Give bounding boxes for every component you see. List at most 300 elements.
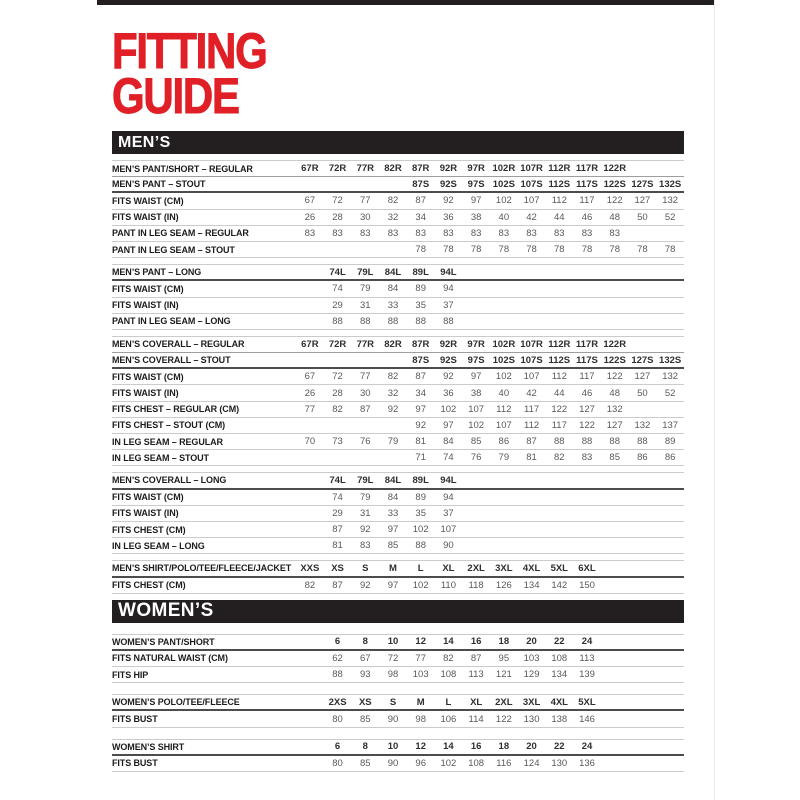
size-value-cell: 83 [470, 227, 482, 239]
size-value-cell: 29 [332, 299, 343, 311]
size-value-cell: 35 [415, 299, 426, 311]
size-value-cell: 84 [387, 491, 399, 503]
size-value-cell: 117 [579, 371, 595, 383]
size-value-cell: 97 [387, 579, 399, 591]
size-value-cell: 97 [443, 419, 454, 431]
size-header-cell: 97S [467, 178, 485, 190]
size-value-cell: 32 [387, 211, 399, 223]
size-value-cell: 36 [443, 211, 454, 223]
size-value-cell: 76 [470, 452, 482, 464]
row-label: FITS WAIST (CM) [112, 371, 184, 382]
size-header-cell: 74L [329, 474, 346, 486]
size-value-cell: 117 [551, 419, 567, 431]
size-header-cell: 2XS [328, 696, 347, 708]
table-row [112, 193, 684, 209]
row-label: FITS BUST [112, 714, 158, 725]
size-header-cell: 117S [576, 178, 598, 190]
size-value-cell: 87 [332, 579, 343, 591]
size-value-cell: 52 [664, 211, 676, 223]
size-value-cell: 98 [387, 669, 399, 681]
size-header-cell: M [416, 696, 425, 708]
size-value-cell: 127 [634, 195, 651, 207]
size-value-cell: 112 [551, 195, 567, 207]
size-header-cell: 107R [520, 163, 543, 175]
table-header-row [112, 337, 684, 353]
size-header-cell: 10 [387, 636, 399, 648]
size-value-cell: 83 [581, 227, 593, 239]
size-value-cell: 127 [579, 403, 595, 415]
size-header-cell: 24 [581, 636, 593, 648]
size-value-cell: 117 [579, 195, 595, 207]
size-value-cell: 76 [359, 436, 371, 448]
size-value-cell: 74 [332, 283, 343, 295]
size-value-cell: 78 [553, 244, 565, 256]
size-value-cell: 88 [637, 436, 648, 448]
size-value-cell: 88 [359, 315, 371, 327]
size-value-cell: 108 [468, 757, 485, 769]
size-header-cell: S [389, 696, 397, 708]
size-value-cell: 31 [359, 299, 371, 311]
row-label: FITS CHEST – STOUT (CM) [112, 420, 226, 431]
size-header-cell: 112R [548, 163, 571, 175]
size-header-cell: S [362, 562, 369, 574]
table-header-row [112, 561, 684, 577]
size-header-cell: 72R [328, 338, 347, 350]
size-header-cell: 82R [384, 338, 402, 350]
size-value-cell: 90 [387, 757, 399, 769]
size-header-cell: 2XL [495, 696, 513, 708]
size-table [112, 634, 684, 684]
size-value-cell: 78 [470, 244, 482, 256]
size-value-cell: 30 [359, 211, 371, 223]
size-header-cell: 18 [498, 741, 510, 753]
size-value-cell: 93 [359, 669, 371, 681]
row-label: FITS NATURAL WAIST (CM) [112, 653, 228, 664]
row-label: MEN’S COVERALL – STOUT [112, 355, 231, 366]
size-value-cell: 81 [332, 540, 343, 552]
size-header-cell: 5XL [550, 562, 568, 574]
size-value-cell: 83 [387, 227, 399, 239]
size-header-cell: 20 [526, 741, 537, 753]
size-value-cell: 88 [609, 436, 620, 448]
size-value-cell: 87 [415, 371, 426, 383]
size-header-cell: 14 [443, 636, 454, 648]
row-label: FITS WAIST (IN) [112, 388, 179, 399]
table-row [112, 450, 684, 466]
size-value-cell: 84 [387, 283, 399, 295]
size-header-cell: 92S [439, 354, 457, 366]
size-value-cell: 77 [415, 652, 426, 664]
size-header-cell: 79L [357, 474, 374, 486]
size-value-cell: 50 [637, 387, 648, 399]
size-header-cell: 117R [575, 338, 599, 350]
row-label: FITS CHEST (CM) [112, 580, 186, 591]
row-label: PANT IN LEG SEAM – LONG [112, 316, 231, 327]
size-value-cell: 29 [332, 507, 343, 519]
size-value-cell: 28 [332, 211, 343, 223]
size-header-cell: 8 [362, 636, 368, 648]
row-label: FITS WAIST (CM) [112, 492, 184, 503]
row-label: FITS WAIST (CM) [112, 195, 184, 206]
row-label: FITS WAIST (CM) [112, 283, 184, 294]
row-label: FITS HIP [112, 669, 149, 680]
size-value-cell: 110 [440, 579, 456, 591]
size-value-cell: 112 [523, 419, 540, 431]
size-header-cell: 5XL [578, 696, 596, 708]
size-header-cell: 102R [492, 163, 516, 175]
size-value-cell: 114 [468, 713, 484, 725]
size-value-cell: 134 [551, 669, 568, 681]
size-value-cell: 40 [498, 211, 510, 223]
size-value-cell: 107 [523, 195, 540, 207]
table-row [112, 281, 684, 297]
size-value-cell: 108 [440, 669, 457, 681]
size-value-cell: 88 [332, 669, 343, 681]
size-table [112, 264, 684, 330]
size-value-cell: 83 [498, 227, 510, 239]
size-header-cell: 127S [631, 354, 654, 366]
size-value-cell: 78 [526, 244, 537, 256]
size-value-cell: 88 [415, 540, 426, 552]
row-label: WOMEN’S POLO/TEE/FLEECE [112, 697, 240, 708]
size-table [112, 694, 684, 727]
size-header-cell: 16 [470, 741, 482, 753]
size-value-cell: 82 [387, 371, 399, 383]
table-row [112, 226, 684, 242]
size-value-cell: 85 [387, 540, 399, 552]
size-header-cell: 10 [387, 741, 399, 753]
size-header-cell: 72R [328, 163, 347, 175]
size-value-cell: 77 [304, 403, 316, 415]
row-label: FITS WAIST (IN) [112, 300, 179, 311]
size-value-cell: 85 [359, 757, 371, 769]
size-header-cell: 87S [412, 178, 430, 190]
size-value-cell: 83 [359, 540, 371, 552]
size-value-cell: 132 [662, 371, 679, 383]
page-content [97, 23, 714, 772]
table-header-row [112, 177, 684, 193]
size-header-cell: XS [358, 696, 372, 708]
size-header-cell: 77R [356, 338, 374, 350]
size-value-cell: 88 [553, 436, 565, 448]
size-value-cell: 97 [470, 371, 482, 383]
size-value-cell: 87 [332, 524, 343, 536]
size-header-cell: 3XL [522, 696, 541, 708]
size-value-cell: 97 [470, 195, 482, 207]
size-header-cell: 14 [443, 741, 454, 753]
size-header-cell: 89L [412, 266, 429, 278]
size-value-cell: 67 [304, 371, 316, 383]
row-label: FITS BUST [112, 758, 158, 769]
size-value-cell: 78 [664, 244, 676, 256]
size-header-cell: 12 [415, 741, 426, 753]
size-value-cell: 82 [332, 403, 343, 415]
table-header-row [112, 265, 684, 281]
size-value-cell: 117 [523, 403, 540, 415]
size-value-cell: 73 [332, 436, 343, 448]
table-row [112, 538, 684, 554]
size-value-cell: 79 [498, 452, 510, 464]
size-value-cell: 88 [581, 436, 593, 448]
size-value-cell: 97 [415, 403, 426, 415]
size-value-cell: 87 [470, 652, 482, 664]
size-value-cell: 136 [579, 757, 595, 769]
size-header-cell: 92S [439, 178, 457, 190]
size-header-cell: 132S [659, 354, 682, 366]
size-header-cell: XXS [300, 562, 320, 574]
size-header-cell: 82R [384, 163, 402, 175]
size-header-cell: 67R [301, 163, 319, 175]
size-value-cell: 92 [359, 524, 371, 536]
size-value-cell: 124 [523, 757, 540, 769]
size-header-cell: 67R [301, 338, 319, 350]
size-header-cell: L [445, 696, 452, 708]
size-header-cell: 84L [384, 474, 402, 486]
section-bar-label: MEN’S [118, 133, 171, 151]
size-value-cell: 102 [495, 371, 512, 383]
size-value-cell: 30 [359, 387, 371, 399]
size-header-cell: M [389, 562, 397, 574]
size-value-cell: 82 [553, 452, 565, 464]
table-header-row [112, 473, 684, 489]
size-value-cell: 78 [415, 244, 426, 256]
table-header-row [112, 353, 684, 369]
size-value-cell: 50 [637, 211, 648, 223]
size-header-cell: L [417, 562, 424, 574]
section-mens [112, 131, 684, 594]
size-value-cell: 88 [332, 315, 343, 327]
size-value-cell: 82 [443, 652, 454, 664]
size-value-cell: 130 [523, 713, 540, 725]
table-header-row [112, 161, 684, 177]
size-value-cell: 34 [415, 211, 426, 223]
table-row [112, 369, 684, 385]
size-value-cell: 86 [664, 452, 676, 464]
size-value-cell: 74 [443, 452, 454, 464]
size-value-cell: 107 [495, 419, 512, 431]
size-table [112, 472, 684, 554]
table-header-row [112, 740, 684, 756]
size-value-cell: 113 [468, 669, 484, 681]
size-value-cell: 106 [440, 713, 457, 725]
size-value-cell: 102 [412, 524, 429, 536]
size-value-cell: 82 [387, 195, 399, 207]
table-row [112, 711, 684, 727]
table-row [112, 210, 684, 226]
size-value-cell: 92 [359, 579, 371, 591]
size-header-cell: 89L [412, 474, 429, 486]
size-value-cell: 137 [662, 419, 679, 431]
size-header-cell: 18 [498, 636, 510, 648]
size-value-cell: 127 [634, 371, 651, 383]
page-top-strip [97, 0, 714, 5]
size-value-cell: 37 [443, 507, 454, 519]
size-value-cell: 102 [495, 195, 512, 207]
size-header-cell: 16 [470, 636, 482, 648]
size-value-cell: 33 [387, 299, 399, 311]
row-label: IN LEG SEAM – LONG [112, 540, 205, 551]
size-value-cell: 88 [443, 315, 454, 327]
size-value-cell: 78 [443, 244, 454, 256]
page-title [112, 23, 592, 124]
size-value-cell: 85 [359, 713, 371, 725]
size-value-cell: 139 [579, 669, 595, 681]
size-value-cell: 40 [498, 387, 510, 399]
size-value-cell: 142 [551, 579, 568, 591]
size-value-cell: 116 [496, 757, 512, 769]
size-value-cell: 122 [495, 713, 512, 725]
size-value-cell: 102 [440, 403, 457, 415]
table-row [112, 667, 684, 683]
size-header-cell: 107S [520, 354, 543, 366]
table-row [112, 522, 684, 538]
section-womens [112, 600, 684, 772]
size-value-cell: 122 [606, 371, 623, 383]
size-value-cell: 78 [637, 244, 648, 256]
size-value-cell: 32 [387, 387, 399, 399]
size-value-cell: 122 [551, 403, 568, 415]
size-header-cell: 2XL [467, 562, 485, 574]
size-value-cell: 79 [359, 491, 371, 503]
size-value-cell: 107 [468, 403, 485, 415]
size-value-cell: 127 [606, 419, 623, 431]
title-line-1: FITTING [112, 23, 267, 79]
size-value-cell: 94 [443, 491, 454, 503]
size-value-cell: 112 [551, 371, 567, 383]
size-value-cell: 85 [470, 436, 482, 448]
size-header-cell: 132S [659, 178, 682, 190]
size-header-cell: 92R [439, 163, 458, 175]
size-value-cell: 26 [304, 387, 316, 399]
size-value-cell: 77 [359, 371, 371, 383]
size-table [112, 739, 684, 772]
size-value-cell: 34 [415, 387, 426, 399]
size-header-cell: 112R [548, 338, 571, 350]
size-value-cell: 129 [523, 669, 540, 681]
size-value-cell: 83 [526, 227, 537, 239]
size-header-cell: 24 [581, 741, 593, 753]
size-header-cell: 87R [411, 163, 430, 175]
size-table [112, 160, 684, 258]
size-value-cell: 118 [468, 579, 484, 591]
size-value-cell: 83 [609, 227, 620, 239]
size-value-cell: 83 [443, 227, 454, 239]
size-header-cell: 6 [334, 741, 341, 753]
size-value-cell: 48 [609, 211, 620, 223]
size-value-cell: 77 [359, 195, 371, 207]
size-header-cell: 87S [412, 354, 430, 366]
size-value-cell: 132 [662, 195, 679, 207]
size-value-cell: 83 [553, 227, 565, 239]
size-value-cell: 72 [332, 371, 343, 383]
size-value-cell: 83 [359, 227, 371, 239]
size-value-cell: 70 [304, 436, 316, 448]
row-label: IN LEG SEAM – REGULAR [112, 436, 223, 447]
row-label: WOMEN’S PANT/SHORT [112, 636, 215, 647]
size-table [112, 336, 684, 467]
size-value-cell: 44 [553, 387, 565, 399]
size-value-cell: 146 [579, 713, 595, 725]
size-header-cell: 122R [603, 163, 627, 175]
size-value-cell: 74 [332, 491, 343, 503]
size-value-cell: 86 [637, 452, 648, 464]
size-value-cell: 81 [415, 436, 426, 448]
size-value-cell: 80 [332, 713, 343, 725]
size-header-cell: 102S [492, 354, 515, 366]
table-row [112, 651, 684, 667]
row-label: MEN’S COVERALL – LONG [112, 475, 227, 486]
size-header-cell: 92R [439, 338, 458, 350]
table-header-row [112, 695, 684, 711]
size-value-cell: 97 [387, 524, 399, 536]
size-value-cell: 89 [415, 491, 426, 503]
size-header-cell: 22 [553, 741, 565, 753]
size-header-cell: 117R [575, 163, 599, 175]
size-value-cell: 31 [359, 507, 371, 519]
size-value-cell: 78 [581, 244, 593, 256]
size-value-cell: 150 [579, 579, 595, 591]
size-header-cell: 4XL [550, 696, 568, 708]
size-value-cell: 78 [498, 244, 510, 256]
size-header-cell: 84L [384, 266, 402, 278]
size-value-cell: 96 [415, 757, 426, 769]
row-label: IN LEG SEAM – STOUT [112, 452, 209, 463]
row-label: MEN’S PANT – STOUT [112, 179, 206, 190]
size-header-cell: 122S [603, 354, 626, 366]
size-value-cell: 90 [387, 713, 399, 725]
size-value-cell: 83 [581, 452, 593, 464]
size-header-cell: 6XL [578, 562, 596, 574]
size-header-cell: 4XL [522, 562, 541, 574]
size-value-cell: 81 [526, 452, 537, 464]
row-label: FITS CHEST – REGULAR (CM) [112, 404, 239, 415]
size-value-cell: 102 [412, 579, 429, 591]
section-bar-womens [112, 600, 684, 623]
sections-container [112, 131, 684, 772]
size-value-cell: 92 [443, 195, 454, 207]
size-value-cell: 130 [551, 757, 568, 769]
title-line-2: GUIDE [112, 68, 239, 124]
size-header-cell: 94L [440, 266, 457, 278]
row-label: MEN’S COVERALL – REGULAR [112, 339, 245, 350]
table-row [112, 434, 684, 450]
section-bar-label: WOMEN’S [118, 600, 214, 622]
size-value-cell: 87 [359, 403, 371, 415]
size-value-cell: 107 [523, 371, 540, 383]
size-value-cell: 82 [304, 579, 316, 591]
size-value-cell: 122 [606, 195, 623, 207]
size-header-cell: 22 [553, 636, 565, 648]
size-value-cell: 38 [470, 387, 482, 399]
size-value-cell: 44 [553, 211, 565, 223]
size-value-cell: 36 [443, 387, 454, 399]
size-header-cell: 112S [548, 354, 571, 366]
size-value-cell: 126 [495, 579, 512, 591]
size-value-cell: 132 [634, 419, 651, 431]
row-label: FITS WAIST (IN) [112, 212, 179, 223]
size-value-cell: 62 [332, 652, 343, 664]
size-value-cell: 46 [581, 387, 593, 399]
size-value-cell: 103 [412, 669, 429, 681]
document-page [97, 0, 715, 800]
table-row [112, 490, 684, 506]
row-label: PANT IN LEG SEAM – STOUT [112, 244, 235, 255]
size-header-cell: 6 [334, 636, 341, 648]
size-header-cell: 8 [362, 741, 368, 753]
size-value-cell: 52 [664, 387, 676, 399]
size-header-cell: 3XL [495, 562, 513, 574]
row-label: FITS WAIST (IN) [112, 508, 179, 519]
